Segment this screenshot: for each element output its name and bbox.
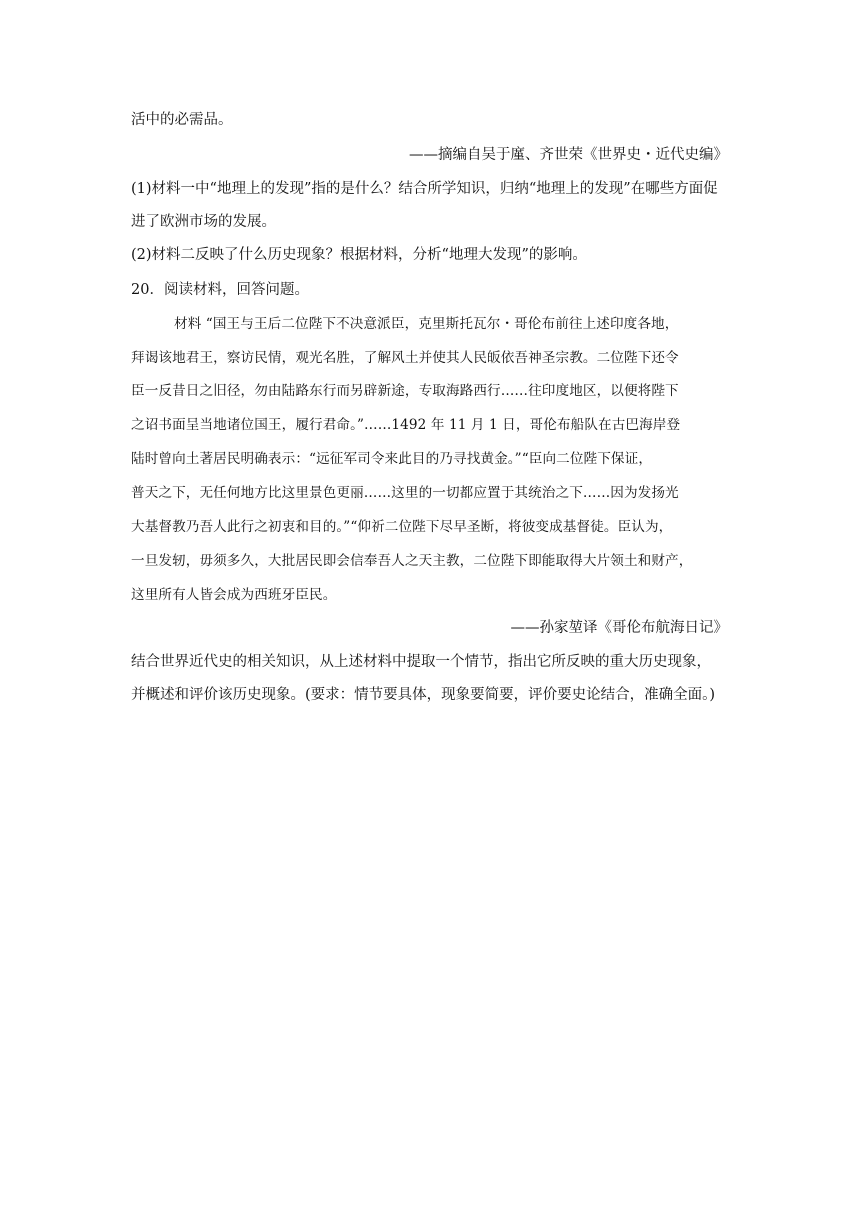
task-line-2: 并概述和评价该历史现象。(要求：情节要具体，现象要简要，评价要史论结合，准确全面。) xyxy=(131,687,716,703)
question-1-line-2: 进了欧洲市场的发展。 xyxy=(131,214,276,230)
material-line: 这里所有人皆会成为西班牙臣民。 xyxy=(131,587,337,603)
question-2: (2)材料二反映了什么历史现象？根据材料，分析“地理大发现”的影响。 xyxy=(131,247,587,263)
question-1-line-1: (1)材料一中“地理上的发现”指的是什么？结合所学知识，归纳“地理上的发现”在哪些方面促 xyxy=(131,181,718,197)
material-line: 拜谒该地君王，察访民情，观光名胜，了解风土并使其人民皈依吾神圣宗教。二位陛下还令 xyxy=(131,350,679,366)
task-line-1: 结合世界近代史的相关知识，从上述材料中提取一个情节，指出它所反映的重大历史现象， xyxy=(131,654,711,670)
material-line: 普天之下，无任何地方比这里景色更丽……这里的一切都应置于其统治之下……因为发扬光 xyxy=(131,485,679,501)
material-line: 一旦发轫，毋须多久，大批居民即会信奉吾人之天主教，二位陛下即能取得大片领土和财产， xyxy=(131,553,693,569)
material-line: 材料 “国王与王后二位陛下不决意派臣，克里斯托瓦尔・哥伦布前往上述印度各地， xyxy=(174,316,679,332)
material-line: 之诏书面呈当地诸位国王，履行君命。”……1492 年 11 月 1 日，哥伦布船队在古巴海岸登 xyxy=(131,417,681,433)
text-line: 活中的必需品。 xyxy=(131,112,233,128)
material-line: 陆时曾向土著居民明确表示：“远征军司令来此目的乃寻找黄金。”“臣向二位陛下保证， xyxy=(131,451,653,467)
material-line: 大基督教乃吾人此行之初衷和目的。”“仰祈二位陛下尽早圣断，将彼变成基督徒。臣认为， xyxy=(131,519,673,535)
source-citation: ——摘编自吴于廑、齐世荣《世界史・近代史编》 xyxy=(409,147,728,163)
question-20-heading: 20．阅读材料，回答问题。 xyxy=(131,282,309,298)
source-citation: ——孙家堃译《哥伦布航海日记》 xyxy=(510,620,728,636)
material-line: 臣一反昔日之旧径，勿由陆路东行而另辟新途，专取海路西行……往印度地区，以便将陛下 xyxy=(131,383,679,399)
